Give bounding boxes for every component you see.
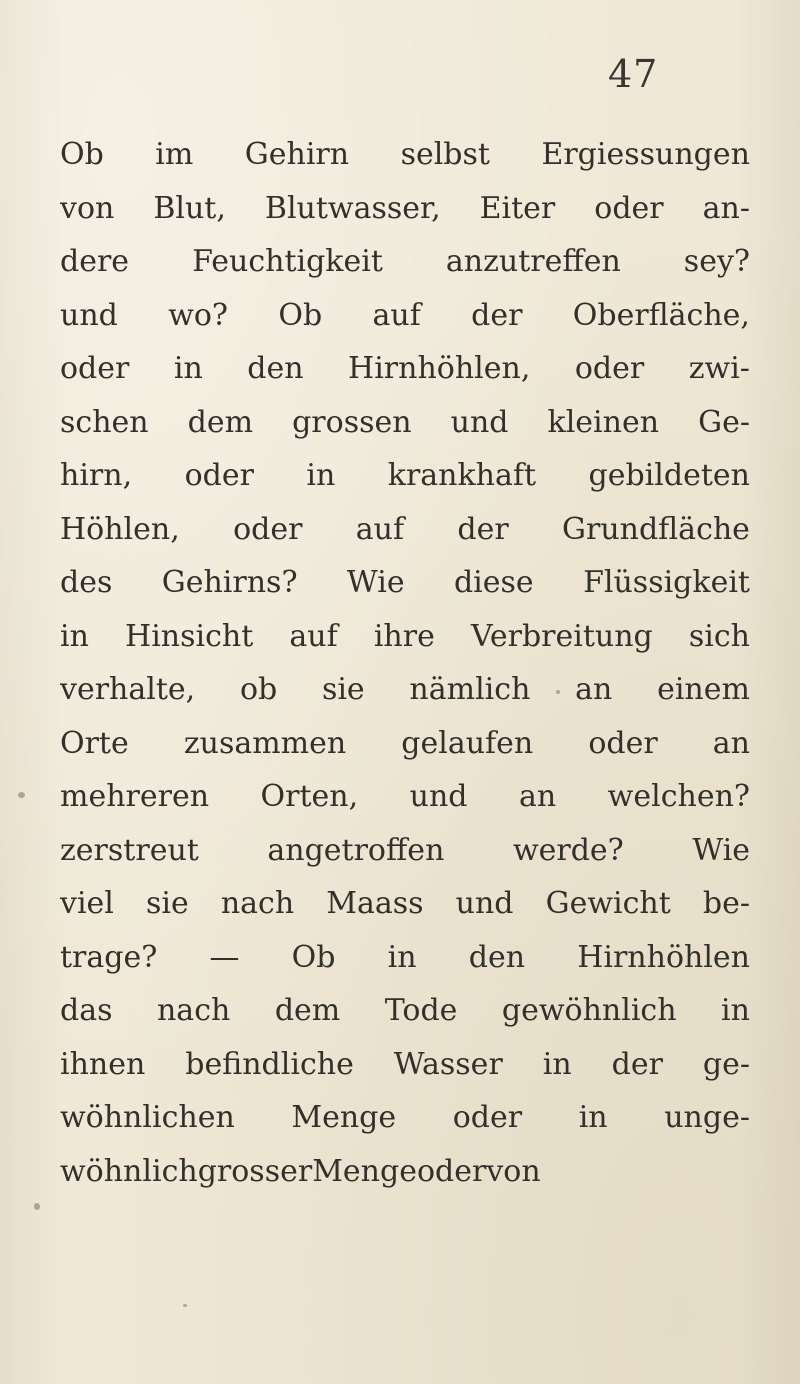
word: Blutwasser, xyxy=(264,190,441,226)
word: oder xyxy=(233,511,303,547)
word: oder xyxy=(60,351,130,386)
word: in xyxy=(721,993,750,1028)
word: schen xyxy=(60,404,149,440)
word: sey? xyxy=(683,244,750,279)
word: — xyxy=(209,939,240,975)
paper-speck xyxy=(556,690,560,694)
text-line xyxy=(60,128,750,182)
word: wöhnlich xyxy=(60,1153,198,1189)
word: und xyxy=(409,779,468,814)
word: oder xyxy=(588,725,658,761)
word: Verbreitung xyxy=(470,618,653,654)
word: einem xyxy=(657,672,750,707)
word: Ob xyxy=(291,939,336,975)
word: selbst xyxy=(400,137,490,172)
word: nach xyxy=(220,886,295,921)
word: in xyxy=(387,939,417,975)
word: oder xyxy=(452,1100,523,1135)
paper-speck xyxy=(183,1304,187,1307)
word: an- xyxy=(702,190,750,226)
word: an xyxy=(518,779,557,814)
word: grossen xyxy=(292,404,412,440)
word: sie xyxy=(321,672,365,707)
word: Höhlen, xyxy=(60,511,180,547)
word: mehreren xyxy=(60,779,210,814)
word: an xyxy=(575,672,613,707)
word: gelaufen xyxy=(401,725,534,761)
body-text xyxy=(60,128,750,1198)
word: Gehirns? xyxy=(161,565,298,600)
text-line xyxy=(60,717,750,771)
word: werde? xyxy=(512,832,624,868)
word: wöhnlichen xyxy=(60,1100,235,1135)
word: diese xyxy=(453,565,534,600)
word: den xyxy=(247,351,304,386)
word: Ob xyxy=(278,297,323,333)
word: zerstreut xyxy=(60,832,199,868)
word: befindliche xyxy=(185,1046,354,1082)
word: dem xyxy=(187,404,254,440)
word: oder xyxy=(594,190,664,226)
text-line xyxy=(60,984,750,1038)
word: in xyxy=(578,1100,608,1135)
word: dem xyxy=(274,993,341,1028)
word: Ob xyxy=(60,137,104,172)
text-line xyxy=(60,1145,750,1199)
word: der xyxy=(471,297,523,333)
word: sich xyxy=(688,618,750,654)
word: Gehirn xyxy=(244,137,350,172)
text-line xyxy=(60,342,750,396)
word: im xyxy=(155,137,194,172)
word: kleinen xyxy=(547,404,660,440)
word: in xyxy=(542,1046,572,1082)
word: in xyxy=(60,618,89,654)
word: oder xyxy=(184,458,254,493)
text-line xyxy=(60,770,750,824)
word: Orte xyxy=(60,725,129,761)
word: der xyxy=(611,1046,663,1082)
word: in xyxy=(173,351,203,386)
text-line xyxy=(60,503,750,557)
word: Wie xyxy=(692,832,750,868)
text-line xyxy=(60,235,750,289)
word: Oberfläche, xyxy=(572,297,750,333)
word: Flüssigkeit xyxy=(583,565,750,600)
word: Wie xyxy=(346,565,405,600)
word: anzutreffen xyxy=(445,244,621,279)
word: unge- xyxy=(664,1100,750,1135)
text-line xyxy=(60,556,750,610)
word: gewöhnlich xyxy=(501,993,677,1028)
word: grosser xyxy=(197,1153,313,1189)
word: welchen? xyxy=(607,779,750,814)
word: von xyxy=(486,1153,541,1189)
word: nämlich xyxy=(409,672,531,707)
word: verhalte, xyxy=(60,672,196,707)
word: das xyxy=(60,993,113,1028)
paper-speck xyxy=(18,792,25,798)
word: Menge xyxy=(291,1100,397,1135)
word: krankhaft xyxy=(387,458,537,493)
text-line xyxy=(60,396,750,450)
text-line xyxy=(60,877,750,931)
word: ob xyxy=(239,672,278,707)
word: Grundfläche xyxy=(562,511,750,547)
word: Hirnhöhlen xyxy=(577,939,750,975)
word: an xyxy=(712,725,750,761)
word: Feuchtigkeit xyxy=(192,244,383,279)
word: sie xyxy=(146,886,189,921)
text-line xyxy=(60,663,750,717)
word: Hinsicht xyxy=(125,618,254,654)
text-line xyxy=(60,1091,750,1145)
text-line xyxy=(60,824,750,878)
text-line xyxy=(60,182,750,236)
word: Hirnhöhlen, xyxy=(348,351,531,386)
word: trage? xyxy=(60,939,158,975)
word: be- xyxy=(702,886,750,921)
word: und xyxy=(60,297,118,333)
word: nach xyxy=(156,993,231,1028)
word: viel xyxy=(60,886,114,921)
word: Wasser xyxy=(393,1046,503,1082)
word: wo? xyxy=(168,297,229,333)
word: des xyxy=(60,565,113,600)
text-line xyxy=(60,1038,750,1092)
word: angetroffen xyxy=(267,832,445,868)
word: ge- xyxy=(702,1046,750,1082)
word: auf xyxy=(355,511,405,547)
word: von xyxy=(60,190,115,226)
word: gebildeten xyxy=(588,458,750,493)
page-number: 47 xyxy=(608,52,659,96)
text-line xyxy=(60,289,750,343)
text-line xyxy=(60,610,750,664)
word: zusammen xyxy=(183,725,347,761)
word: und xyxy=(450,404,509,440)
word: Eiter xyxy=(479,190,556,226)
word: Ergiessungen xyxy=(541,137,750,172)
paper-speck xyxy=(34,1203,40,1210)
word: der xyxy=(457,511,509,547)
word: dere xyxy=(60,244,130,279)
word: hirn, xyxy=(60,458,133,493)
word: in xyxy=(306,458,336,493)
word: ihnen xyxy=(60,1046,146,1082)
word: auf xyxy=(372,297,421,333)
word: Ge- xyxy=(698,404,750,440)
word: oder xyxy=(574,351,645,386)
word: Menge xyxy=(312,1153,417,1189)
word: Maass xyxy=(326,886,424,921)
word: den xyxy=(468,939,526,975)
word: zwi- xyxy=(688,351,750,386)
word: Gewicht xyxy=(545,886,671,921)
word: auf xyxy=(289,618,338,654)
text-line xyxy=(60,931,750,985)
word: ihre xyxy=(373,618,435,654)
text-line xyxy=(60,449,750,503)
word: und xyxy=(455,886,514,921)
word: Blut, xyxy=(153,190,226,226)
word: Tode xyxy=(384,993,458,1028)
word: Orten, xyxy=(260,779,359,814)
word: oder xyxy=(416,1153,487,1189)
